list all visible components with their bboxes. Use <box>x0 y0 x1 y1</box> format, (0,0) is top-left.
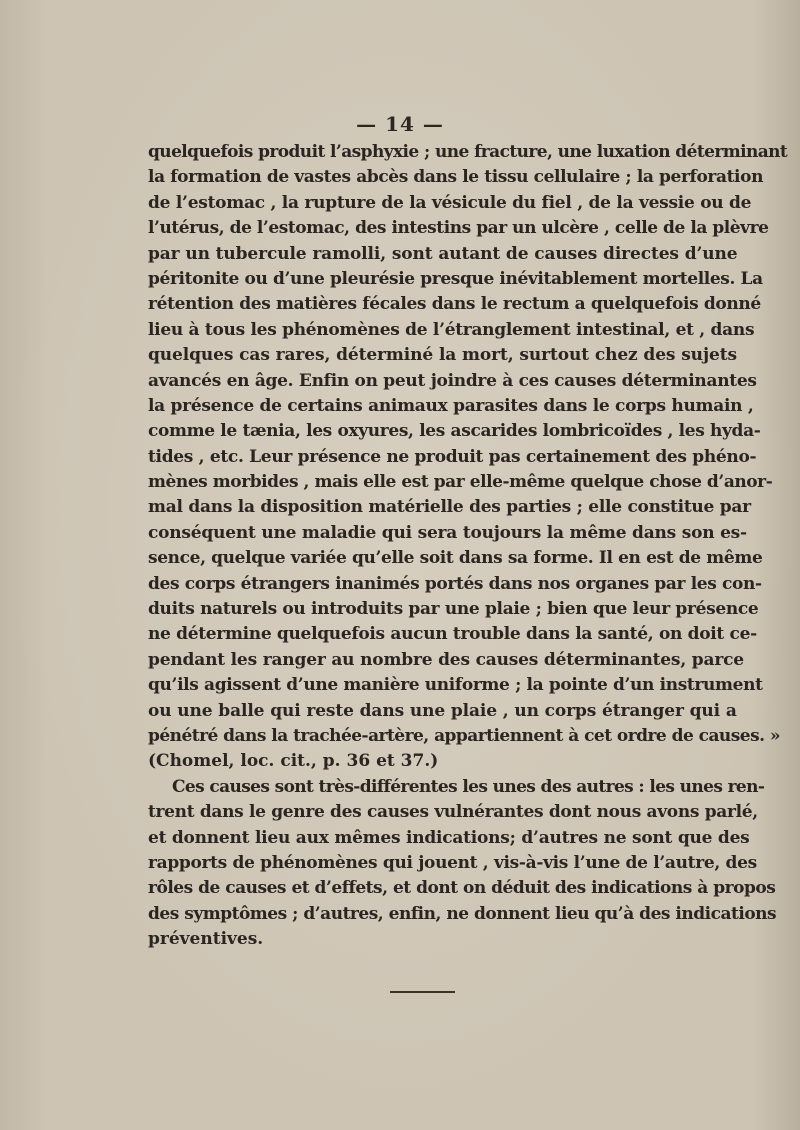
text-line: ou une balle qui reste dans une plaie , un corps étranger qui a <box>148 700 737 721</box>
text-line: préventives. <box>148 929 264 950</box>
text-line: quelquefois produit l’asphyxie ; une fracture, une luxation déterminant <box>148 142 788 162</box>
text-line: la formation de vastes abcès dans le tissu cellulaire ; la perforation <box>148 167 764 188</box>
text-line: mal dans la disposition matérielle des parties ; elle constitue par <box>148 497 751 518</box>
text-line: qu’ils agissent d’une manière uniforme ; la pointe d’un instrument <box>148 675 763 696</box>
text-line: trent dans le genre des causes vulnérantes dont nous avons parlé, <box>148 802 758 823</box>
text-line: duits naturels ou introduits par une plaie ; bien que leur présence <box>148 599 759 620</box>
text-line: par un tubercule ramolli, sont autant de causes directes d’une <box>148 243 738 264</box>
text-line: mènes morbides , mais elle est par elle-même quelque chose d’anor- <box>148 472 773 493</box>
text-line: des symptômes ; d’autres, enfin, ne donnent lieu qu’à des indications <box>148 903 777 924</box>
text-line: lieu à tous les phénomènes de l’étranglement intestinal, et , dans <box>148 319 755 340</box>
text-line: rétention des matières fécales dans le rectum a quelquefois donné <box>148 294 761 315</box>
text-line: des corps étrangers inanimés portés dans nos organes par les con- <box>148 573 762 594</box>
text-line: de l’estomac , la rupture de la vésicule du fiel , de la vessie ou de <box>148 192 752 213</box>
text-line: tides , etc. Leur présence ne produit pas certainement des phéno- <box>148 446 757 467</box>
text-line: l’utérus, de l’estomac, des intestins par un ulcère , celle de la plèvre <box>148 218 769 239</box>
text-line: rapports de phénomènes qui jouent , vis-à-vis l’une de l’autre, des <box>148 852 757 873</box>
paragraph-1 <box>148 140 788 775</box>
text-line: conséquent une maladie qui sera toujours la même dans son es- <box>148 522 747 543</box>
text-line: comme le tænia, les oxyures, les ascarides lombricoïdes , les hyda- <box>148 421 761 442</box>
text-line: sence, quelque variée qu’elle soit dans sa forme. Il en est de même <box>148 548 763 569</box>
text-line: pendant les ranger au nombre des causes déterminantes, parce <box>148 649 744 670</box>
text-line: la présence de certains animaux parasites dans le corps humain , <box>148 395 754 416</box>
paragraph-2 <box>148 775 777 953</box>
text-line: et donnent lieu aux mêmes indications; d’autres ne sont que des <box>148 827 750 848</box>
body-text <box>148 140 788 953</box>
text-line: péritonite ou d’une pleurésie presque inévitablement mortelles. La <box>148 268 763 289</box>
text-line: avancés en âge. Enfin on peut joindre à ces causes déterminantes <box>148 370 757 391</box>
text-line: rôles de causes et d’effets, et dont on déduit des indications à propos <box>148 878 776 899</box>
section-divider <box>390 991 455 993</box>
text-line: ne détermine quelquefois aucun trouble dans la santé, on doit ce- <box>148 624 757 645</box>
text-line: Ces causes sont très-différentes les unes des autres : les unes ren- <box>172 776 765 797</box>
text-line: pénétré dans la trachée-artère, appartiennent à cet ordre de causes. » <box>148 725 781 746</box>
text-line: (Chomel, loc. cit., p. 36 et 37.) <box>148 751 439 772</box>
text-line: quelques cas rares, déterminé la mort, surtout chez des sujets <box>148 345 737 366</box>
page-number: — 14 — <box>356 112 444 136</box>
